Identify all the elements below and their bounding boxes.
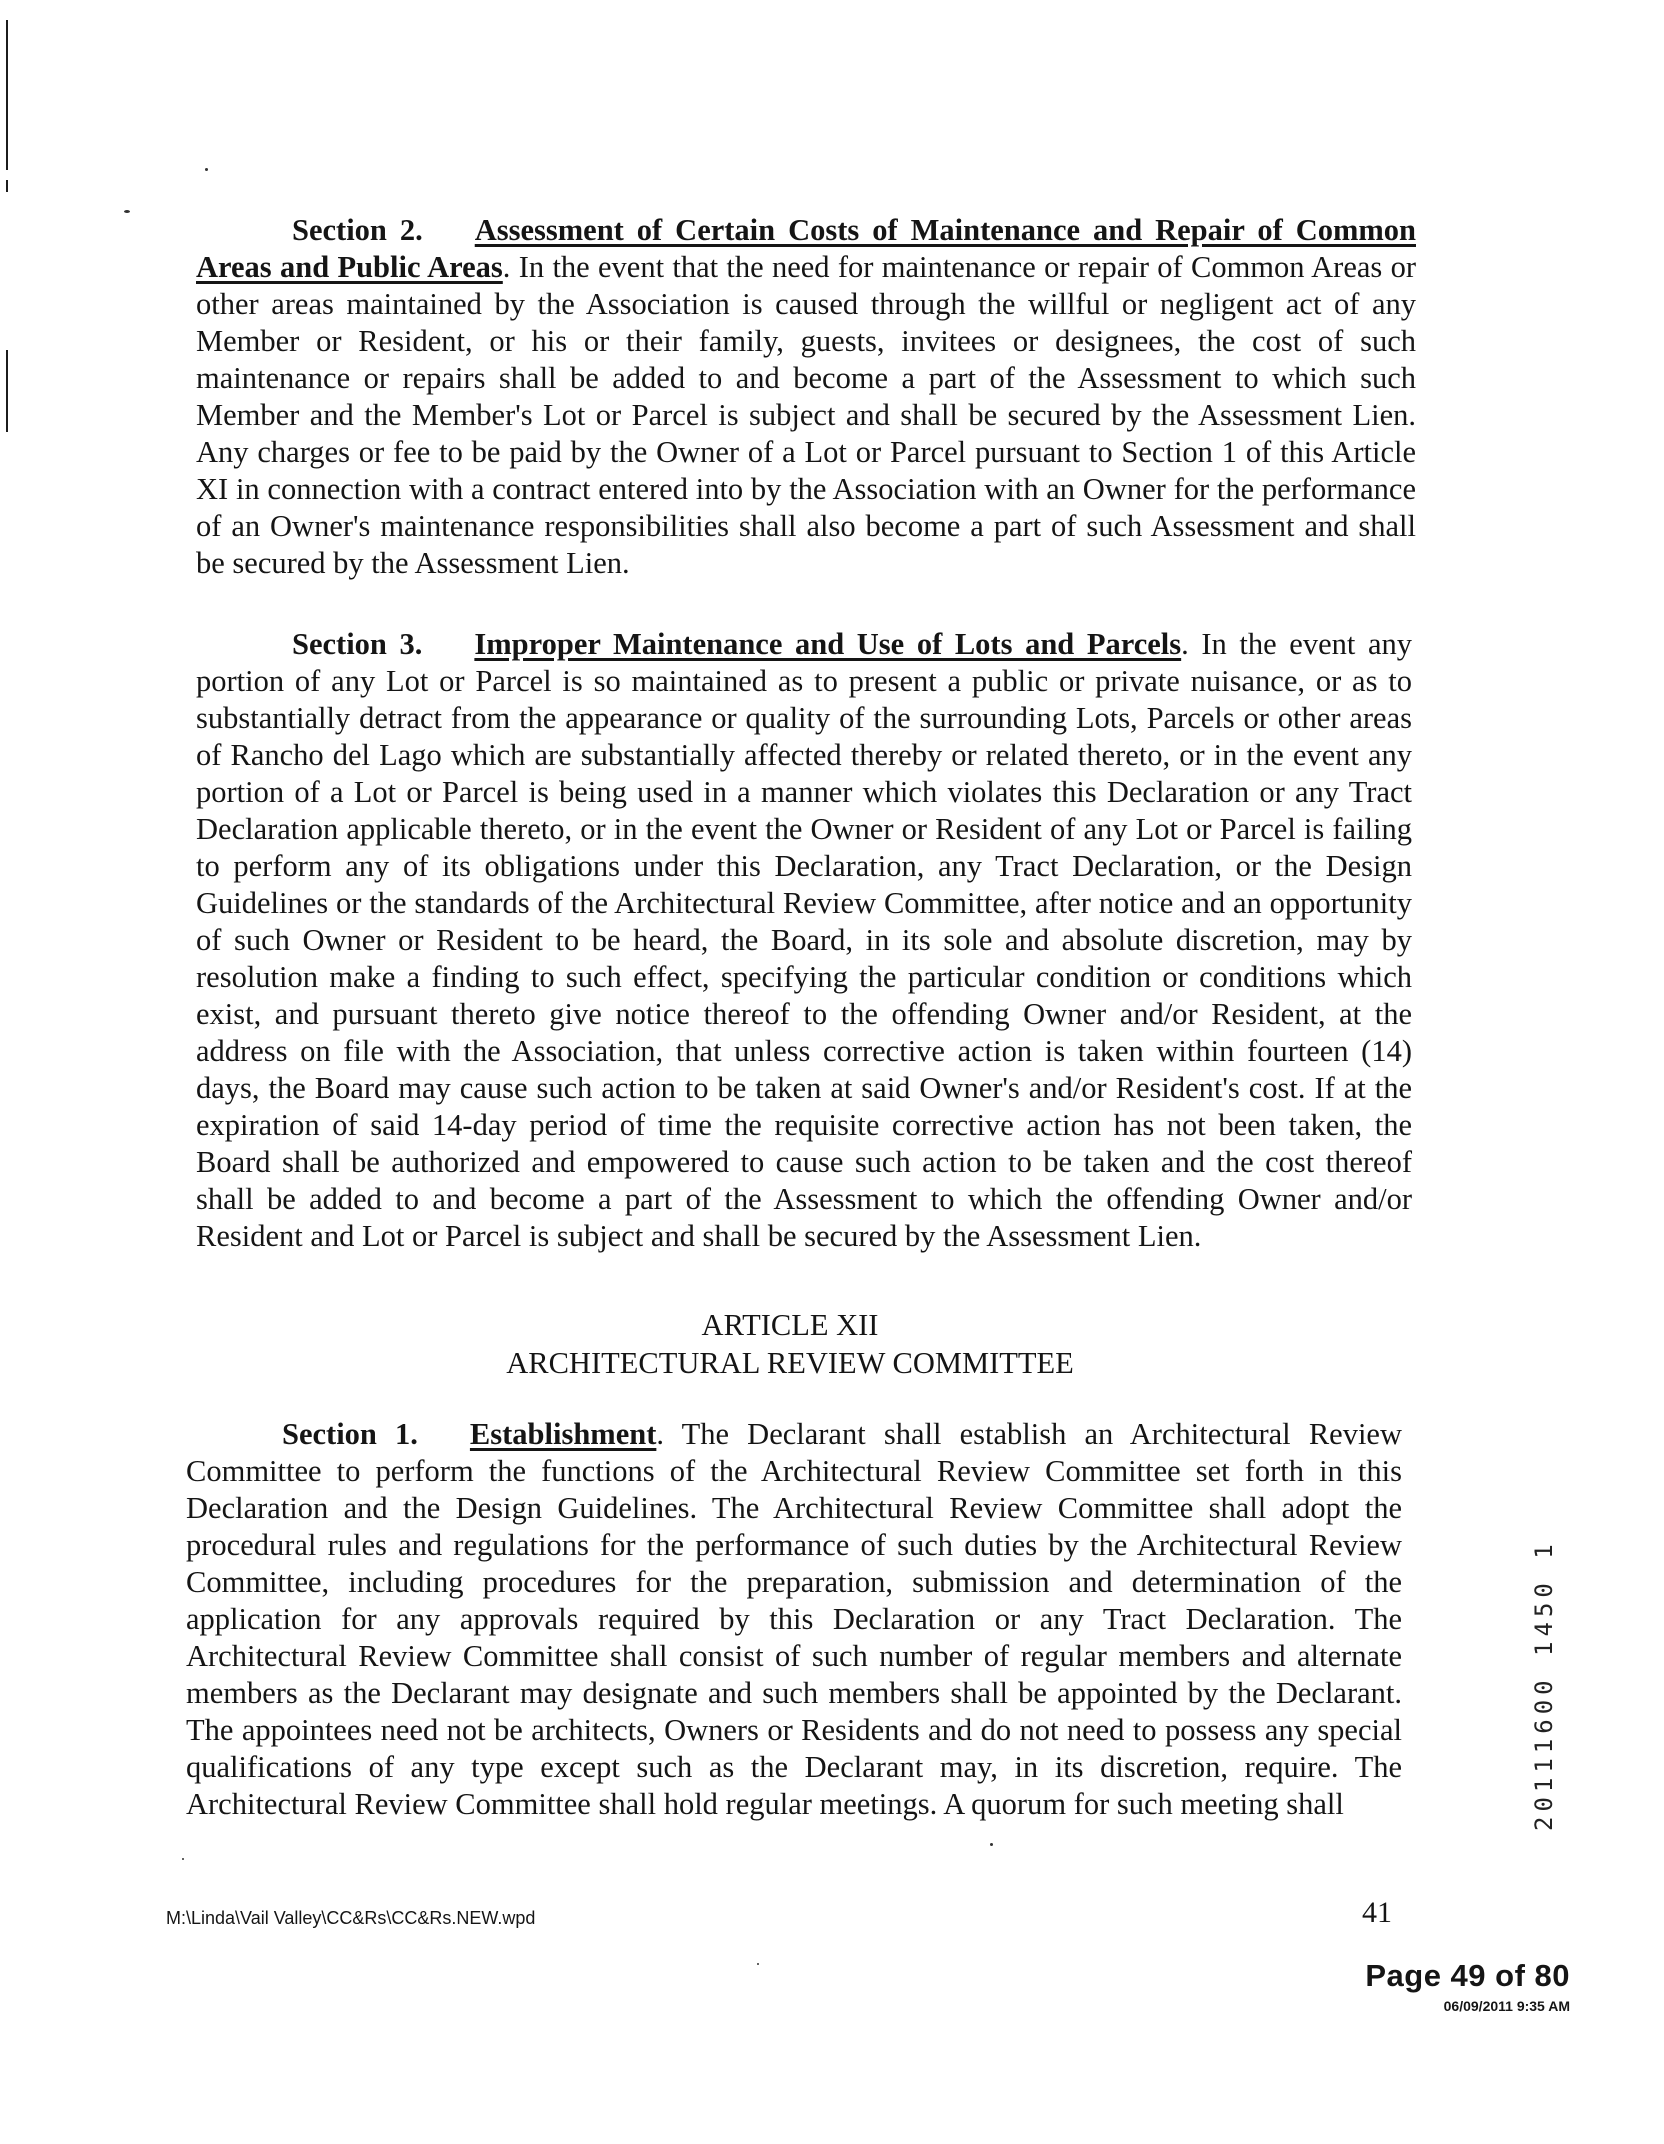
page-number: 41 (1362, 1896, 1392, 1929)
recording-number: 20111600 1450 1 (1530, 1539, 1558, 1831)
page-stamp (1365, 1958, 1570, 2014)
article-heading (0, 1306, 1580, 1382)
section-2-label: Section 2. (292, 213, 423, 247)
stamp-page: Page 49 of 80 (1365, 1958, 1570, 1993)
scan-mark (6, 20, 8, 170)
scan-speck (205, 168, 208, 171)
section-1-body: . The Declarant shall establish an Architectural Review Committee to perform the functions of the Architectural Review Committee set forth in this Declaration and the Design Guidelines. The Architectural Review Committee shall adopt the procedural rules and regulations for the performance of such duties by the Architectural Review Committee, including procedures for the preparation, submission and determination of the application for any approvals required by this Declaration or any Tract Declaration. The Architectural Review Committee shall consist of such number of regular members and alternate members as the Declarant may designate and such members shall be appointed by the Declarant. The appointees need not be architects, Owners or Residents and do not need to possess any special qualifications of any type except such as the Declarant may, in its discretion, require. The Architectural Review Committee shall hold regular meetings. A quorum for such meeting shall (186, 1417, 1402, 1821)
section-1-title: Establishment (469, 1417, 657, 1451)
section-1-paragraph (186, 1416, 1402, 1823)
article-number: ARTICLE XII (701, 1308, 879, 1342)
scan-speck (990, 1843, 993, 1846)
scan-mark (6, 180, 8, 192)
scan-speck (182, 1858, 184, 1860)
article-title: ARCHITECTURAL REVIEW COMMITTEE (506, 1346, 1074, 1380)
section-3-body: . In the event any portion of any Lot or Parcel is so maintained as to present a public or private nuisance, or as to substantially detract from the appearance or quality of the surrounding Lots, Parcels or other areas of Rancho del Lago which are substantially affected thereby or related thereto, or in the event any portion of a Lot or Parcel is being used in a manner which violates this Declaration or any Tract Declaration applicable thereto, or in the event the Owner or Resident of any Lot or Parcel is failing to perform any of its obligations under this Declaration, any Tract Declaration, or the Design Guidelines or the standards of the Architectural Review Committee, after notice and an opportunity of such Owner or Resident to be heard, the Board, in its sole and absolute discretion, may by resolution make a finding to such effect, specifying the particular condition or conditions which exist, and pursuant thereto give notice thereof to the offending Owner and/or Resident, at the address on file with the Association, that unless corrective action is taken within fourteen (14) days, the Board may cause such action to be taken at said Owner's and/or Resident's cost. If at the expiration of said 14-day period of time the requisite corrective action has not been taken, the Board shall be authorized and empowered to cause such action to be taken and the cost thereof shall be added to and become a part of the Assessment to which the offending Owner and/or Resident and Lot or Parcel is subject and shall be secured by the Assessment Lien. (196, 627, 1412, 1253)
scan-speck (124, 210, 130, 213)
file-path: M:\Linda\Vail Valley\CC&Rs\CC&Rs.NEW.wpd (166, 1908, 536, 1928)
scan-mark (6, 350, 8, 432)
section-2-body: . In the event that the need for maintenance or repair of Common Areas or other areas maintained by the Association is caused through the willful or negligent act of any Member or Resident, or his or their family, guests, invitees or designees, the cost of such maintenance or repairs shall be added to and become a part of the Assessment to which such Member and the Member's Lot or Parcel is subject and shall be secured by the Assessment Lien. Any charges or fee to be paid by the Owner of a Lot or Parcel pursuant to Section 1 of this Article XI in connection with a contract entered into by the Association with an Owner for the performance of an Owner's maintenance responsibilities shall also become a part of such Assessment and shall be secured by the Assessment Lien. (196, 250, 1416, 580)
section-2-paragraph (196, 212, 1416, 582)
section-2-title: Assessment of Certain Costs of Maintenance and Repair of Common Areas and Public Areas (196, 213, 1416, 284)
stamp-datetime: 06/09/2011 9:35 AM (1443, 1998, 1570, 2014)
section-3-title: Improper Maintenance and Use of Lots and Parcels (474, 627, 1182, 661)
section-1-label: Section 1. (282, 1417, 418, 1451)
section-3-label: Section 3. (292, 627, 423, 661)
section-3-paragraph (196, 626, 1412, 1255)
scan-speck (757, 1963, 759, 1965)
